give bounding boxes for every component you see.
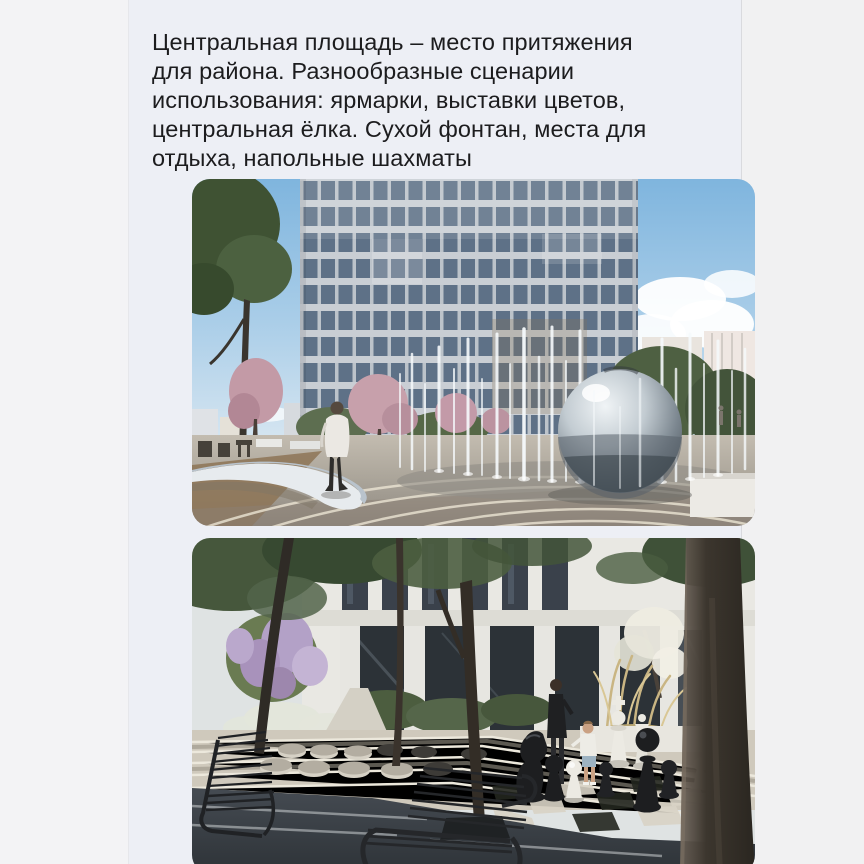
planter-box — [690, 473, 755, 517]
description-line: центральная ёлка. Сухой фонтан, места для — [152, 115, 647, 142]
fountain-plaza-illustration — [192, 179, 755, 526]
description-line: отдыха, напольные шахматы — [152, 144, 473, 171]
description-text — [152, 28, 732, 173]
photo-fountain-plaza[interactable] — [192, 179, 755, 526]
description-line: для района. Разнообразные сценарии — [152, 57, 575, 84]
right-margin-strip — [742, 0, 864, 864]
description-line: Центральная площадь – место притяжения — [152, 28, 633, 55]
content-column — [128, 0, 741, 864]
left-margin-strip — [0, 0, 128, 864]
chess-plaza-illustration — [192, 538, 755, 864]
photo-chess-plaza[interactable] — [192, 538, 755, 864]
description-line: использования: ярмарки, выставки цветов, — [152, 86, 626, 113]
planter-box-top — [690, 473, 755, 479]
